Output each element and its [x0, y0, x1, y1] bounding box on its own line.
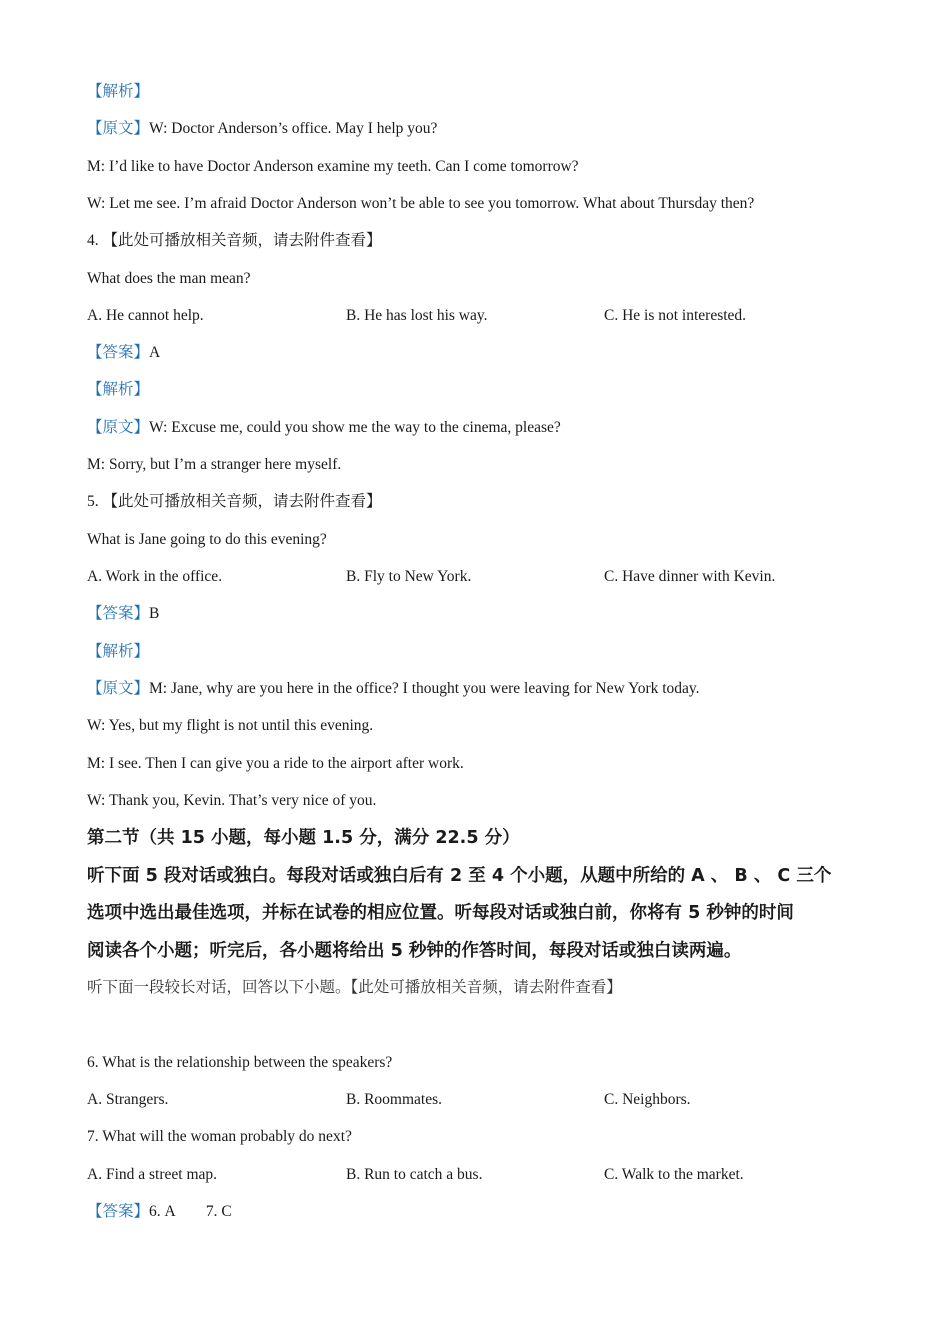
- transcript-text: M: Jane, why are you here in the office? I thought you were leaving for New York today.: [149, 680, 700, 697]
- option-a: A. Find a street map.: [87, 1166, 218, 1183]
- option-b: B. Fly to New York.: [346, 568, 472, 585]
- question-text-6: 6. What is the relationship between the speakers?: [87, 1054, 393, 1071]
- answer-line: [87, 343, 160, 363]
- transcript-line: W: Thank you, Kevin. That’s very nice of you.: [87, 792, 377, 809]
- option-c: C. Have dinner with Kevin.: [604, 568, 776, 585]
- transcript-line: M: I’d like to have Doctor Anderson examine my teeth. Can I come tomorrow?: [87, 158, 579, 175]
- question-text-5: What is Jane going to do this evening?: [87, 531, 327, 548]
- option-a: A. Strangers.: [87, 1091, 169, 1108]
- option-c: C. He is not interested.: [604, 307, 747, 324]
- answer-value: A: [149, 344, 161, 361]
- option-b: B. He has lost his way.: [346, 307, 488, 324]
- answer-line: [87, 1202, 232, 1222]
- transcript-text: W: Doctor Anderson’s office. May I help you?: [149, 120, 438, 137]
- question-text-4: What does the man mean?: [87, 270, 251, 287]
- transcript-line: W: Yes, but my flight is not until this evening.: [87, 717, 374, 734]
- question-text-7: 7. What will the woman probably do next?: [87, 1128, 352, 1145]
- section-instruction: 阅读各个小题；听完后，各小题将给出 5 秒钟的作答时间，每段对话或独白读两遍。: [87, 941, 742, 961]
- transcript-tag: 【原文】: [87, 680, 150, 697]
- section-instruction: 听下面 5 段对话或独白。每段对话或独白后有 2 至 4 个小题，从题中所给的 A 、 B 、 C 三个: [87, 866, 832, 886]
- answer-line: [87, 604, 159, 624]
- question-header-5: 5. 【此处可播放相关音频，请去附件查看】: [87, 493, 382, 510]
- section-title: 第二节（共 15 小题，每小题 1.5 分，满分 22.5 分）: [87, 828, 520, 848]
- question-header-4: 4. 【此处可播放相关音频，请去附件查看】: [87, 232, 382, 249]
- transcript-tag: 【原文】: [87, 419, 150, 436]
- transcript-line: [87, 679, 700, 699]
- answer-tag: 【答案】: [87, 1203, 150, 1220]
- option-a: A. He cannot help.: [87, 307, 204, 324]
- answer-tag: 【答案】: [87, 605, 150, 622]
- analysis-tag: 【解析】: [87, 83, 150, 100]
- analysis-tag: 【解析】: [87, 643, 150, 660]
- dialogue-intro: 听下面一段较长对话，回答以下小题。【此处可播放相关音频，请去附件查看】: [87, 979, 622, 996]
- option-b: B. Roommates.: [346, 1091, 443, 1108]
- answer-value: B: [149, 605, 160, 622]
- transcript-line: M: I see. Then I can give you a ride to the airport after work.: [87, 755, 464, 772]
- transcript-line: W: Let me see. I’m afraid Doctor Anderson won’t be able to see you tomorrow. What about Thursday then?: [87, 195, 755, 212]
- transcript-line: [87, 418, 561, 438]
- option-a: A. Work in the office.: [87, 568, 223, 585]
- transcript-text: W: Excuse me, could you show me the way to the cinema, please?: [149, 419, 561, 436]
- option-b: B. Run to catch a bus.: [346, 1166, 483, 1183]
- option-c: C. Walk to the market.: [604, 1166, 744, 1183]
- analysis-tag: 【解析】: [87, 381, 150, 398]
- answer-value: 6. A 7. C: [149, 1203, 232, 1220]
- transcript-line: [87, 119, 437, 139]
- answer-tag: 【答案】: [87, 344, 150, 361]
- section-instruction: 选项中选出最佳选项，并标在试卷的相应位置。听每段对话或独白前，你将有 5 秒钟的时间: [87, 903, 794, 923]
- option-c: C. Neighbors.: [604, 1091, 691, 1108]
- transcript-tag: 【原文】: [87, 120, 150, 137]
- transcript-line: M: Sorry, but I’m a stranger here myself.: [87, 456, 342, 473]
